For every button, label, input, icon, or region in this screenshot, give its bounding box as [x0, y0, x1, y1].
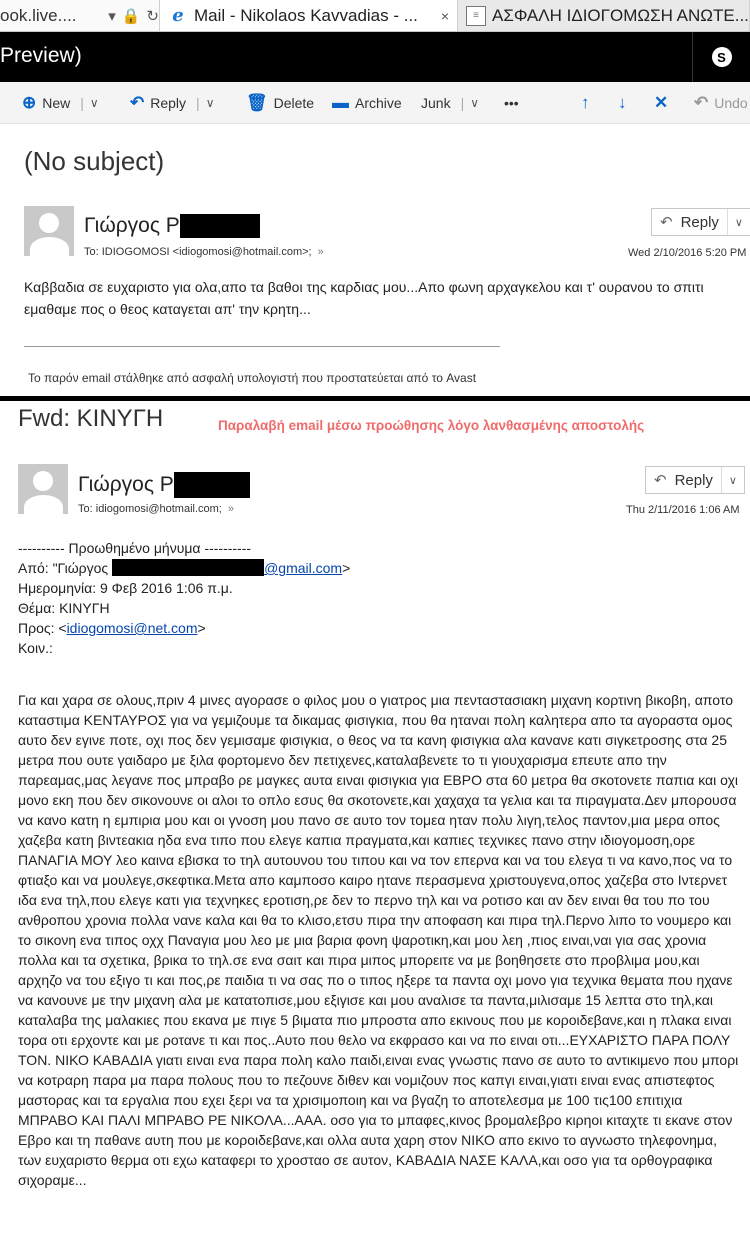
tab-label: ΑΣΦΑΛΗ ΙΔΙΟΓΟΜΩΣΗ ΑΝΩΤΕ... — [492, 5, 749, 25]
message-body: Καββαδια σε ευχαριστο για ολα,απο τα βαθοι της καρδιας μου...Απο φωνη αρχαγκελου και τ' ουρανου το σπιτι εμαθαμε πος ο θεος καταγεται απ' την κρητη... — [24, 279, 704, 317]
arrow-down-icon: ↓ — [618, 93, 627, 112]
undo-button[interactable] — [694, 82, 748, 124]
new-label: New — [42, 95, 71, 111]
app-title: Preview) — [0, 44, 82, 67]
reply-label: Reply — [674, 471, 713, 489]
more-actions-button[interactable] — [504, 82, 519, 124]
message-body: Για και χαρα σε ολους,πριν 4 μινες αγορασε ο φιλος μου ο γιατρος μια πενταστασιακη μιχανη κορτινη βικοβη, αποτο καταστιμα ΚΕΝΤΑΥΡΟΣ για να γεμιζουμε τα δικαμας φισιγκια, που θα ηταναι πολη καλητερα απο τα αγοραστα ομος αυτο δεν εγινε ποτε, οχι πος δεν γεμισαμε φισιγκια, ο θεος να τα κανη φισιγκια αλα κανανε κατι σιγκετροσης στα 25 μετρα που ουτε γαιδαρο με ξιλα φορτομενο δεν πετιχενες,καταλαβενετε το τι γιουχαρισμα επευτε απο την παρεαμας,μας λεγανε πος μπραβο ρε μαγκες αυτα ειναι φισιγκια για ΕΒΡΟ στα 60 μετρα θα σκοτονετε παπια και οχι μονο εκη που δεν σικονουνε οι αλοι το οπλο εσυς θα σκοτονετε,και χαχαχα τα γελια και τα πιραγματα.Δεν μπορουσα να κανο κατη η εμπιρια μου και οι γνοση μου πανο σε αυτο τον τομεα ηταν πολυ λιγη,τελος παντον,μια μερα οπος χαζεβα κατη βιντεακια ηδα ενα τιπο που ελεγε καπια πραγματα,και καπιες τεχνικες πανο στην ιδιογομοση,ορε ΠΑΝΑΓΙΑ ΜΟΥ λεο καινα εβισκα το τηλ αυτουνου του τιπου και να τον επερνα και να του ελεγα τι να κανο,πος να το φτιαξο και να μουλεγε,σκεφτικα.Μετα απο καμποσο καιρο ητανε περασμενα χριστουγενα,οπος χαζεβα στο Ιντερνετ ιδα ενα τηλ,που ελεγε κατι για τεχνηκες εροτιση,ρε δεν το περνο τηλ και να ροτισο και αν δεν ειναι θα του πο του ανθροπου χρονια πολλα νανε καλα και θα το κλισο,ετσυ πιρα την αποφαση και πιρα τηλ.Περνο λιπο το νουμερο και το σικονη ενα τιπος οχχ Παναγια μου λεο με μια βαρια φονη ψαροτικη,και μου λεη ,πιος ειναι,ναι για σας χρονια πολλα και τα σχετικα, βρικα το τηλ.σε ενα σαιτ και πιρα μιπος μπορειτε να με βοηθησετε στο προβλιμα μου,και αρχηζο να του εξιγο τι και πος,ρε παιδια τι να σας πο ο τιπος ηξερε τα παντα οχι μονο για τεχνικα θεματα που ηχανε να κανουνε με την μιχανη αλα με κατατοπισε,μου εξιγισε και μου αναλισε τα παντα,μιλισαμε 15 λεπτα στο τηλ,και καταλαβα της μαλακιες που εκανα με πιγε 5 βιματα πιο μπροστα απο εκινους που με κοροιδεβανε,και η πλακα ειναι τορα οτι ερχοντε και με ροτανε τι και πος..Αυτο που θελο να εκφρασο και να πο ειναι οτι...ΕΥΧΑΡΙΣΤΟ ΠΑΡΑ ΠΟΛΥ ΤΟΝ. ΝΙΚΟ ΚΑΒΑΔΙΑ γιατι ειναι ενα παρα πολη καλο παιδι,ειναι ενας γνωστις πανο σε αυτο το αντικιμενο που μπορι να κοτραρη παρα μα παρα πολους που το πεζουνε διθεν και νομιζουν πος καπγι ειναι,γιατι ειναι ενας απιστεφτος μαστορας και τα εργαλια που εχει ξερι να τα χρισιμοποιη και να βγαζη το αποτελεσμα με 100 τις100 επιτιχια ΜΠΡΑΒΟ ΚΑΙ ΠΑΛΙ ΜΠΡΑΒΟ ΡΕ ΝΙΚΟΛΑ...ΑΑΑ. οσο για το μπαφες,κινος βρομαλεβρο κιρηοι κιταχτε τι εκανε στον Εβρο και τη παθανε αυτη που με κοροιδεβανε,και ολλα αυτα χαρη στον ΝΙΚΟ απο εκινο το αγνωστο τηλεφονημα, των ευχαριστο θερμα οτι εχω καταφερι το χροσταο σε αυτον, ΚΑΒΑΔΙΑ ΝΑΣΕ ΚΑΛΑ,και οσο για τα ορθογραφικα σιχοραμε... — [18, 692, 739, 1188]
delete-button[interactable] — [246, 82, 314, 124]
tab-mail[interactable] — [160, 0, 458, 31]
avatar — [24, 206, 74, 256]
avatar — [18, 464, 68, 514]
tab-document[interactable] — [458, 0, 750, 31]
more-icon: ••• — [504, 95, 519, 111]
screenshot-divider — [0, 396, 750, 401]
address-text: ook.live.... — [0, 5, 77, 25]
message-subject: (No subject) — [24, 146, 165, 176]
chevron-down-icon[interactable]: ∨ — [728, 474, 737, 487]
signature-footer: Το παρόν email στάλθηκε από ασφαλή υπολογιστή που προστατεύεται από το Avast — [28, 371, 477, 385]
redaction-bar — [180, 214, 260, 238]
forward-separator: ---------- Προωθημένο μήνυμα ---------- — [18, 540, 252, 556]
message-date: Thu 2/11/2016 1:06 AM — [626, 504, 740, 516]
reply-button[interactable] — [645, 466, 745, 494]
forwarded-header — [18, 538, 350, 658]
message-subject: Fwd: ΚΙΝΥΓΗ — [18, 405, 164, 432]
close-icon: ✕ — [654, 93, 669, 112]
chevron-down-icon[interactable]: ∨ — [734, 216, 743, 229]
expand-recipients-icon[interactable]: » — [317, 246, 324, 258]
reply-icon: ↶ — [660, 214, 673, 231]
divider-line — [24, 346, 500, 347]
skype-icon: S — [712, 47, 732, 67]
reply-button[interactable] — [651, 208, 750, 236]
command-toolbar — [0, 82, 750, 124]
reply-icon: ↶ — [130, 93, 145, 112]
reply-icon: ↶ — [654, 472, 667, 489]
close-message-button[interactable] — [654, 82, 668, 124]
reply-label: Reply — [680, 213, 719, 231]
arrow-up-icon: ↑ — [581, 93, 590, 112]
archive-icon: ▬ — [332, 93, 349, 112]
archive-label: Archive — [355, 95, 402, 111]
annotation-note: Παραλαβή email μέσω προώθησης λόγο λανθασμένης αποστολής — [218, 418, 645, 433]
lock-icon: 🔒 — [121, 7, 141, 25]
next-message-button[interactable] — [618, 82, 627, 124]
recipient[interactable]: IDIOGOMOSI <idiogomosi@hotmail.com>; — [101, 246, 312, 258]
document-icon: ≡ — [466, 6, 486, 26]
refresh-icon[interactable]: ↻ — [146, 7, 159, 25]
chevron-down-icon[interactable]: ∨ — [205, 96, 215, 110]
junk-label: Junk — [421, 95, 451, 111]
address-bar[interactable] — [0, 0, 160, 31]
date-line: Ημερομηνία: 9 Φεβ 2016 1:06 π.μ. — [18, 580, 233, 596]
delete-label: Delete — [273, 95, 315, 111]
to-email-link[interactable]: idiogomosi@net.com — [66, 620, 198, 636]
sender-name[interactable]: Γιώργος Ρ — [78, 472, 250, 498]
trash-icon: 🗑 — [246, 93, 268, 112]
sender-name[interactable]: Γιώργος Ρ — [84, 214, 260, 238]
recipient-line: To: idiogomosi@hotmail.com; » — [78, 503, 235, 515]
close-tab-icon[interactable]: × — [440, 7, 449, 24]
plus-circle-icon: ⊕ — [22, 93, 37, 112]
redaction-bar — [112, 559, 264, 576]
undo-label: Undo — [714, 95, 748, 111]
to-line: Προς: <idiogomosi@net.com> — [18, 620, 206, 636]
expand-recipients-icon[interactable]: » — [227, 503, 235, 515]
archive-button[interactable] — [332, 82, 402, 124]
from-email-link[interactable]: @gmail.com — [264, 560, 343, 576]
cc-line: Κοιν.: — [18, 640, 53, 656]
reply-toolbar-button[interactable]: ↶ Reply | ∨ — [130, 93, 215, 112]
reply-label: Reply — [150, 95, 187, 111]
from-line: Από: "Γιώργος @gmail.com> — [18, 560, 351, 576]
junk-button[interactable]: Junk | ∨ — [421, 95, 480, 111]
browser-tab-strip — [0, 0, 750, 32]
dropdown-icon[interactable]: ▾ — [108, 7, 116, 25]
chevron-down-icon[interactable]: ∨ — [470, 96, 480, 110]
subject-line: Θέμα: ΚΙΝΥΓΗ — [18, 600, 110, 616]
tab-label: Mail - Nikolaos Kavvadias - ... — [194, 5, 418, 25]
redaction-bar — [174, 472, 250, 498]
skype-button[interactable] — [692, 32, 750, 82]
recipient[interactable]: idiogomosi@hotmail.com; — [95, 503, 222, 515]
message-date: Wed 2/10/2016 5:20 PM — [628, 247, 747, 259]
previous-message-button[interactable] — [581, 82, 590, 124]
new-button[interactable]: ⊕ New | ∨ — [22, 93, 99, 112]
recipient-line: To: IDIOGOMOSI <idiogomosi@hotmail.com>; » — [84, 246, 324, 258]
undo-icon: ↶ — [694, 93, 709, 112]
ie-icon: e — [172, 5, 184, 26]
chevron-down-icon[interactable]: ∨ — [89, 96, 99, 110]
app-title-bar — [0, 32, 750, 82]
